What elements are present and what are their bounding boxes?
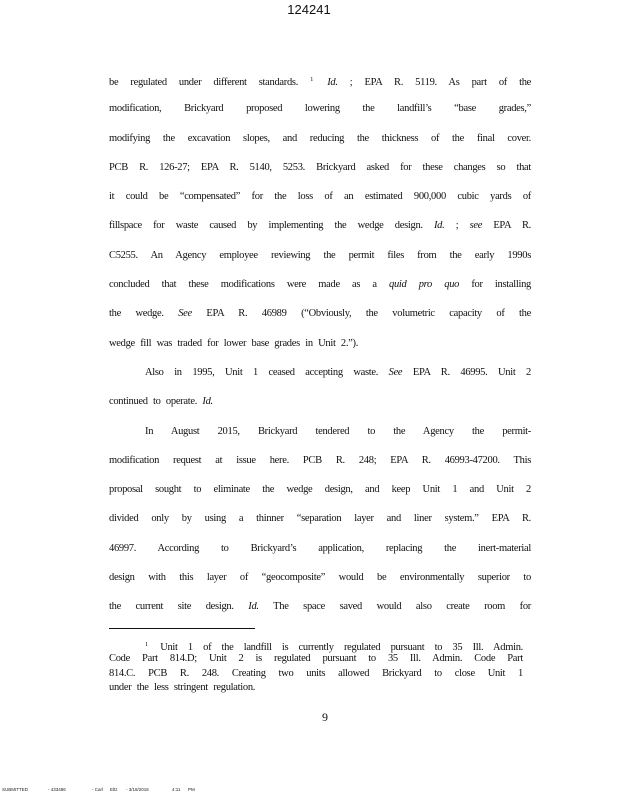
footnote-line bbox=[109, 681, 523, 695]
page-number: 9 bbox=[322, 710, 328, 724]
citation-signal: Id. bbox=[202, 396, 213, 408]
citation-signal: See bbox=[388, 366, 403, 378]
citation-signal: Id. bbox=[315, 77, 338, 88]
text-segment: The space saved would also create room for bbox=[258, 601, 531, 613]
body-line bbox=[109, 99, 531, 128]
footnote-line bbox=[109, 667, 523, 681]
text-segment: ; bbox=[444, 220, 470, 232]
citation-signal: See bbox=[178, 308, 192, 320]
text-segment: design with this layer of “geocomposite” would be environmentally superior to bbox=[109, 572, 531, 584]
text-segment: the current site design. bbox=[109, 601, 249, 613]
body-line bbox=[109, 246, 531, 275]
body-line bbox=[109, 158, 531, 187]
text-segment: under the less stringent regulation. bbox=[109, 681, 256, 693]
body-line bbox=[109, 568, 531, 597]
citation-signal: see bbox=[469, 220, 483, 232]
page-header-number: 124241 bbox=[287, 2, 331, 17]
text-segment: 46997. According to Brickyard’s application, replacing the inert-material bbox=[109, 542, 531, 554]
body-line bbox=[109, 129, 531, 158]
text-segment: In August 2015, Brickyard tendered to the Agency the permit- bbox=[145, 425, 531, 437]
text-segment: EPA R. 46995. Unit 2 bbox=[402, 366, 531, 378]
body-line bbox=[109, 451, 531, 480]
text-segment: wedge fill was traded for lower base grades in Unit 2.”). bbox=[109, 337, 359, 349]
body-text bbox=[109, 70, 531, 627]
text-segment: fillspace for waste caused by implementing the wedge design. bbox=[109, 220, 434, 232]
body-line bbox=[109, 363, 531, 392]
text-segment: Also in 1995, Unit 1 ceased accepting waste. bbox=[145, 366, 389, 378]
stamp-date: - 3/18/2016 bbox=[126, 787, 149, 792]
text-segment: modification, Brickyard proposed lowering the landfill’s “base grades,” bbox=[109, 103, 531, 115]
text-segment: for installing bbox=[459, 279, 532, 291]
body-line bbox=[109, 70, 531, 99]
text-segment: C5255. An Agency employee reviewing the permit files from the early 1990s bbox=[109, 249, 531, 261]
footnote-marker: 1 bbox=[310, 76, 314, 83]
citation-signal: quid pro quo bbox=[389, 279, 460, 291]
text-segment: it could be “compensated” for the loss of an estimated 900,000 cubic yards of bbox=[109, 191, 531, 203]
citation-signal: Id. bbox=[248, 601, 259, 613]
footnote-line bbox=[109, 652, 523, 666]
stamp-id: - 433486 bbox=[48, 787, 66, 792]
text-segment: EPA R. 46989 (“Obviously, the volumetric capacity of the bbox=[191, 308, 531, 320]
body-line bbox=[109, 275, 531, 304]
text-segment: be regulated under different standards. bbox=[109, 77, 311, 88]
footnote-divider bbox=[109, 628, 255, 629]
body-line bbox=[109, 539, 531, 568]
text-segment: ; EPA R. 5119. As part of the bbox=[337, 77, 531, 88]
stamp-ampm: PM bbox=[188, 787, 195, 792]
body-line bbox=[109, 597, 531, 626]
body-line bbox=[109, 216, 531, 245]
body-line bbox=[109, 392, 531, 421]
stamp-court: - Carl bbox=[92, 787, 103, 792]
body-line bbox=[109, 422, 531, 451]
stamp-status: Eltz bbox=[110, 787, 118, 792]
text-segment: Unit 1 of the landfill is currently regulated pursuant to 35 Ill. Admin. bbox=[149, 642, 523, 653]
body-line bbox=[109, 304, 531, 333]
text-segment: the wedge. bbox=[109, 308, 179, 320]
footnote-line bbox=[109, 638, 523, 652]
text-segment: proposal sought to eliminate the wedge design, and keep Unit 1 and Unit 2 bbox=[109, 484, 531, 496]
text-segment: divided only by using a thinner “separation layer and liner system.” EPA R. bbox=[109, 513, 531, 525]
body-line bbox=[109, 187, 531, 216]
text-segment: concluded that these modifications were made as a bbox=[109, 279, 390, 291]
citation-signal: Id. bbox=[433, 220, 445, 232]
text-segment: Code Part 814.D; Unit 2 is regulated pursuant to 35 Ill. Admin. Code Part bbox=[109, 653, 523, 665]
stamp-time: 4:11 bbox=[172, 787, 181, 792]
text-segment: EPA R. bbox=[482, 220, 531, 232]
text-segment: modification request at issue here. PCB R. 248; EPA R. 46993-47200. This bbox=[109, 454, 531, 466]
body-line bbox=[109, 509, 531, 538]
text-segment: continued to operate. bbox=[109, 396, 203, 408]
footnotes bbox=[109, 638, 523, 695]
text-segment: modifying the excavation slopes, and reducing the thickness of the final cover. bbox=[109, 132, 531, 144]
stamp-label: SUBMITTED bbox=[2, 787, 29, 792]
body-line bbox=[109, 480, 531, 509]
body-line bbox=[109, 334, 531, 363]
text-segment: PCB R. 126-27; EPA R. 5140, 5253. Brickyard asked for these changes so that bbox=[109, 161, 531, 173]
footnote-marker: 1 bbox=[145, 641, 148, 648]
filing-stamp bbox=[0, 787, 618, 797]
text-segment: 814.C. PCB R. 248. Creating two units allowed Brickyard to close Unit 1 bbox=[109, 667, 523, 679]
